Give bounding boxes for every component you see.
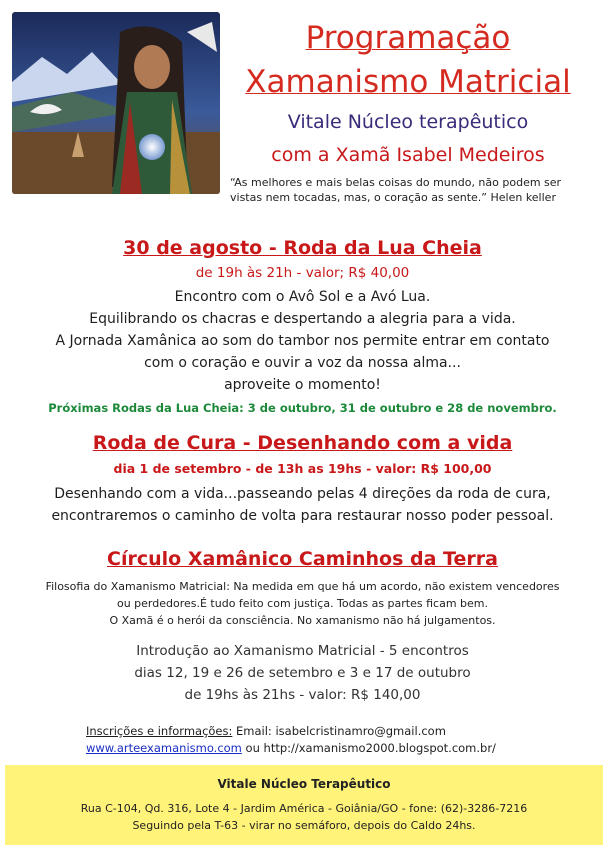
section1-line: aproveite o momento! bbox=[224, 377, 381, 393]
contact-website-line bbox=[86, 741, 496, 755]
section3-line: dias 12, 19 e 26 de setembro e 3 e 17 de outubro bbox=[134, 665, 471, 681]
section1-line: com o coração e ouvir a voz da nossa alma... bbox=[144, 355, 461, 371]
section3-title: Círculo Xamânico Caminhos da Terra bbox=[107, 548, 498, 570]
section3-line: de 19hs às 21hs - valor: R$ 140,00 bbox=[184, 687, 421, 703]
section1-line: Equilibrando os chacras e despertando a alegria para a vida. bbox=[89, 311, 516, 327]
contact-email-line bbox=[86, 724, 446, 738]
section2-title: Roda de Cura - Desenhando com a vida bbox=[92, 432, 513, 454]
section1-schedule: de 19h às 21h - valor; R$ 40,00 bbox=[195, 265, 410, 281]
next-dates: Próximas Rodas da Lua Cheia: 3 de outubro, 31 de outubro e 28 de novembro. bbox=[48, 401, 557, 415]
footer-box bbox=[5, 765, 603, 845]
blog-link[interactable]: ou http://xamanismo2000.blogspot.com.br/ bbox=[241, 741, 496, 755]
subtitle-center-name: Vitale Núcleo terapêutico bbox=[287, 111, 529, 133]
subtitle-facilitator: com a Xamã Isabel Medeiros bbox=[271, 144, 545, 166]
section1-line: Encontro com o Avô Sol e a Avó Lua. bbox=[174, 289, 431, 305]
section1-title: 30 de agosto - Roda da Lua Cheia bbox=[123, 237, 482, 259]
quote bbox=[230, 175, 600, 205]
contact-label: Inscrições e informações: bbox=[86, 724, 233, 738]
section3-description-line: O Xamã é o herói da consciência. No xamanismo não há julgamentos. bbox=[109, 614, 496, 627]
section2-schedule: dia 1 de setembro - de 13h as 19hs - valor: R$ 100,00 bbox=[113, 461, 492, 476]
section3-description-line: ou perdedores.É tudo feito com justiça. Todas as partes ficam bem. bbox=[116, 597, 489, 610]
section3-description-line: Filosofia do Xamanismo Matricial: Na medida em que há um acordo, não existem vencedores bbox=[45, 580, 560, 593]
section1-line: A Jornada Xamânica ao som do tambor nos permite entrar em contato bbox=[55, 333, 550, 349]
section2-line: encontraremos o caminho de volta para restaurar nosso poder pessoal. bbox=[51, 508, 554, 524]
footer-center-name: Vitale Núcleo Terapêutico bbox=[217, 777, 391, 791]
page-title-line1: Programação bbox=[305, 20, 511, 56]
quote-line: “As melhores e mais belas coisas do mundo, não podem ser bbox=[230, 176, 562, 189]
page-title-line2: Xamanismo Matricial bbox=[245, 64, 571, 100]
footer-directions: Seguindo pela T-63 - virar no semáforo, depois do Caldo 24hs. bbox=[132, 819, 476, 832]
quote-line: vistas nem tocadas, mas, o coração as sente.” Helen keller bbox=[230, 191, 556, 204]
contact-email[interactable]: Email: isabelcristinamro@gmail.com bbox=[232, 724, 446, 738]
shaman-painting-image bbox=[12, 12, 220, 194]
website-link[interactable]: www.arteexamanismo.com bbox=[86, 741, 242, 755]
footer-address: Rua C-104, Qd. 316, Lote 4 - Jardim América - Goiânia/GO - fone: (62)-3286-7216 bbox=[80, 802, 528, 815]
section3-line: Introdução ao Xamanismo Matricial - 5 encontros bbox=[136, 643, 469, 659]
section2-line: Desenhando com a vida...passeando pelas 4 direções da roda de cura, bbox=[54, 486, 551, 502]
